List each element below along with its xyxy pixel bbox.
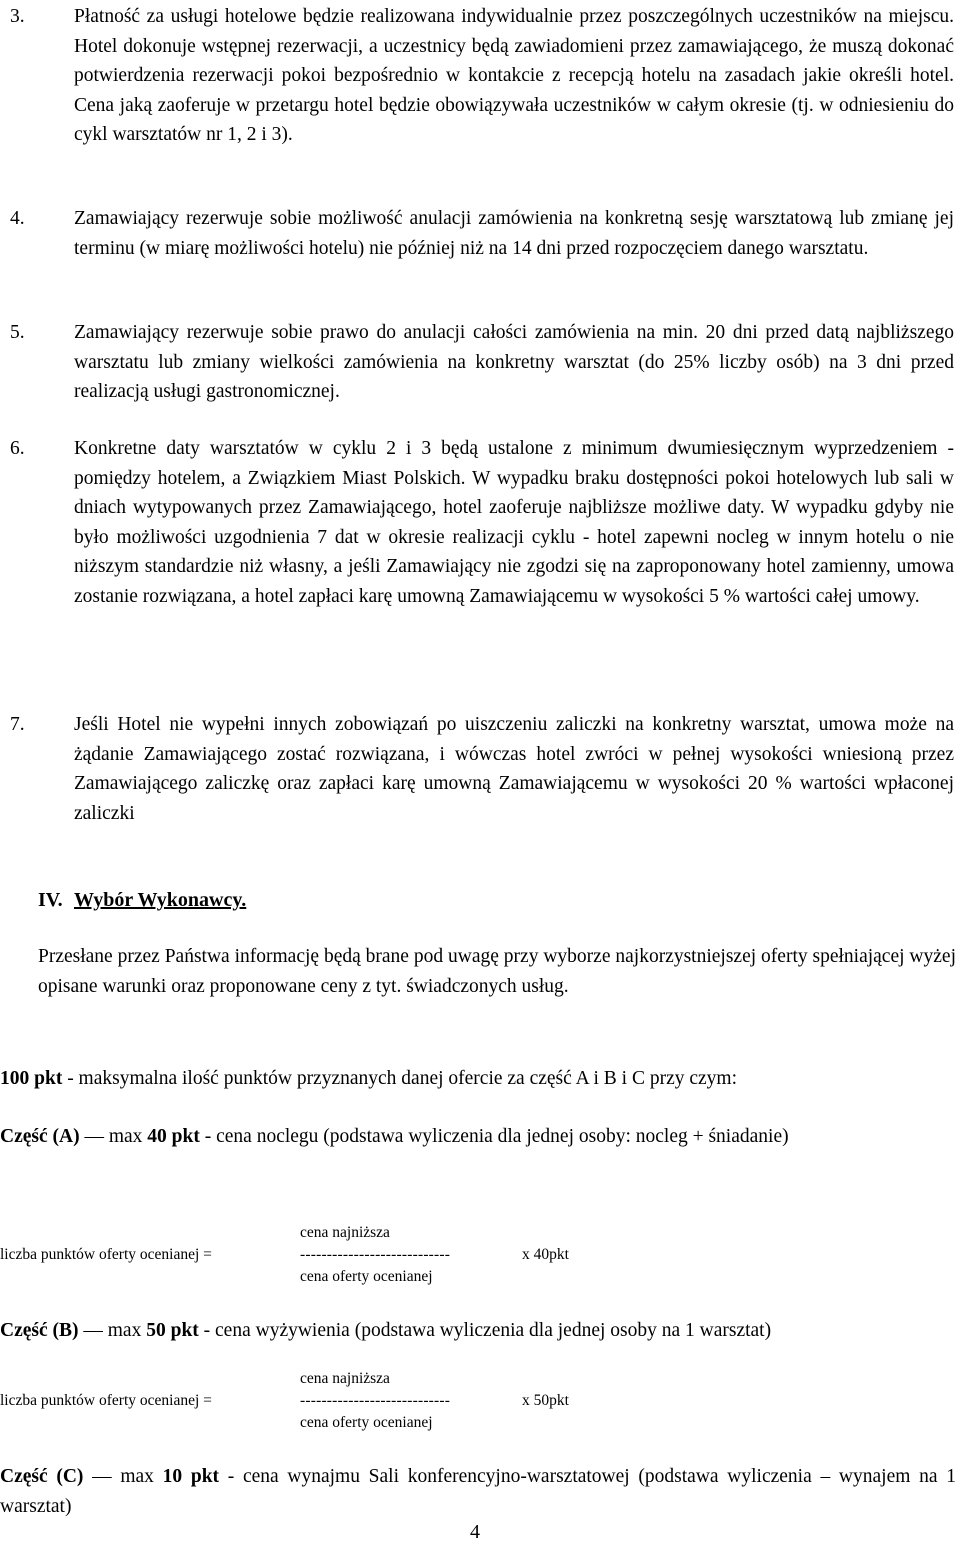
section-title: Wybór Wykonawcy. (74, 889, 247, 911)
list-item-7: 7. Jeśli Hotel nie wypełni innych zobowiązań po uiszczeniu zaliczki na konkretny warsztat, umowa może na żądanie Zamawiającego zostać rozwiązana, i wówczas hotel zwróci w pełnej wysokości wniesioną przez Zamawiającego zaliczkę oraz zapłaci karę umowną Zamawiającemu w wysokości 20 % wartości wpłaconej zaliczki (10, 714, 954, 824)
formula-fraction-line: ---------------------------- (300, 1392, 451, 1409)
formula-a (0, 1222, 700, 1288)
list-text: Płatność za usługi hotelowe będzie realizowana indywidualnie przez poszczególnych uczestników na miejscu. Hotel dokonuje wstępnej rezerwacji, a uczestnicy będą zawiadomieni przez zamawiającego, że muszą dokonać potwierdzenia rezerwacji pokoi bezpośrednio w kontakcie z recepcją hotelu na zasadach jakie określi hotel. Cena jaką zaoferuje w przetargu hotel będzie obowiązywała uczestników w całym okresie (tj. w odniesieniu do cykl warsztatów nr 1, 2 i 3). (74, 6, 954, 146)
part-c-text: - cena wynajmu Sali konferencyjno-warsztatowej (podstawa wyliczenia – wynajem na 1 warsztat) (0, 1466, 956, 1517)
part-c (0, 1462, 956, 1521)
points-text: - maksymalna ilość punktów przyznanych danej ofercie za część A i B i C przy czym: (62, 1068, 737, 1089)
list-item-4: 4. Zamawiający rezerwuje sobie możliwość anulacji zamówienia na konkretną sesję warsztatową lub zmianę jej terminu (w miarę możliwości hotelu) nie później niż na 14 dni przed rozpoczęciem danego warsztatu. (10, 208, 954, 259)
formula-denominator: cena oferty ocenianej (300, 1268, 433, 1285)
part-b-label: Część (B) (0, 1320, 79, 1341)
part-a-text: - cena noclegu (podstawa wyliczenia dla jednej osoby: nocleg + śniadanie) (199, 1126, 789, 1147)
points-total: 100 pkt (0, 1068, 63, 1089)
part-a-points: 40 pkt (147, 1126, 200, 1147)
part-c-dash: — max (83, 1466, 163, 1487)
list-item-6: 6. Konkretne daty warsztatów w cyklu 2 i 3 będą ustalone z minimum dwumiesięcznym wyprzedzeniem - pomiędzy hotelem, a Związkiem Miast Polskich. W wypadku braku dostępności pokoi hotelowych lub sali w dniach wytypowanych przez Zamawiającego, hotel zaoferuje najbliższe możliwe daty. W wypadku gdyby nie było możliwości uzgodnienia 7 dat w okresie realizacji cyklu - hotel zapewni nocleg w innym hotelu o nie niższym standardzie niż własny, a jeśli Zamawiający nie zgodzi się na zaproponowany hotel zamienny, umowa zostanie rozwiązana, a hotel zapłaci karę umowną Zamawiającemu w wysokości 5 % wartości całej umowy. (10, 438, 954, 607)
formula-numerator: cena najniższa (300, 1370, 390, 1387)
formula-lhs: liczba punktów oferty ocenianej = (0, 1246, 212, 1263)
part-c-label: Część (C) (0, 1466, 84, 1487)
section-number: IV. (38, 889, 63, 911)
list-text: Zamawiający rezerwuje sobie możliwość anulacji zamówienia na konkretną sesję warsztatową lub zmianę jej terminu (w miarę możliwości hotelu) nie później niż na 14 dni przed rozpoczęciem danego warsztatu. (74, 208, 954, 259)
page-number: 4 (470, 1521, 480, 1543)
formula-lhs: liczba punktów oferty ocenianej = (0, 1392, 212, 1409)
formula-fraction-line: ---------------------------- (300, 1246, 451, 1263)
list-text: Konkretne daty warsztatów w cyklu 2 i 3 będą ustalone z minimum dwumiesięcznym wyprzedzeniem - pomiędzy hotelem, a Związkiem Miast Polskich. W wypadku braku dostępności pokoi hotelowych lub sali w dniach wytypowanych przez Zamawiającego, hotel zaoferuje najbliższe możliwe daty. W wypadku gdyby nie było możliwości uzgodnienia 7 dat w okresie realizacji cyklu - hotel zapewni nocleg w innym hotelu o nie niższym standardzie niż własny, a jeśli Zamawiający nie zgodzi się na zaproponowany hotel zamienny, umowa zostanie rozwiązana, a hotel zapłaci karę umowną Zamawiającemu w wysokości 5 % wartości całej umowy. (74, 438, 954, 607)
part-b (0, 1316, 956, 1346)
part-b-dash: — max (78, 1320, 147, 1341)
list-text: Przesłane przez Państwa informację będą brane pod uwagę przy wyborze najkorzystniejszej oferty spełniającej wyżej opisane warunki oraz proponowane ceny z tyt. świadczonych usług. (38, 946, 956, 997)
section-heading (38, 886, 246, 914)
list-item-3: 3. Płatność za usługi hotelowe będzie realizowana indywidualnie przez poszczególnych uczestników na miejscu. Hotel dokonuje wstępnej rezerwacji, a uczestnicy będą zawiadomieni przez zamawiającego, że muszą dokonać potwierdzenia rezerwacji pokoi bezpośrednio w kontakcie z recepcją hotelu na zasadach jakie określi hotel. Cena jaką zaoferuje w przetargu hotel będzie obowiązywała uczestników w całym okresie (tj. w odniesieniu do cykl warsztatów nr 1, 2 i 3). (10, 6, 954, 146)
formula-multiplier: x 40pkt (522, 1246, 569, 1263)
part-c-points: 10 pkt (162, 1466, 220, 1487)
list-text: Zamawiający rezerwuje sobie prawo do anulacji całości zamówienia na min. 20 dni przed datą najbliższego warsztatu lub zmiany wielkości zamówienia na konkretny warsztat (do 25% liczby osób) na 3 dni przed realizacją usługi gastronomicznej. (74, 322, 954, 403)
formula-multiplier: x 50pkt (522, 1392, 569, 1409)
formula-denominator: cena oferty ocenianej (300, 1414, 433, 1431)
part-a (0, 1122, 956, 1152)
points-summary (0, 1064, 956, 1094)
part-a-label: Część (A) (0, 1126, 80, 1147)
part-a-dash: — max (79, 1126, 148, 1147)
list-item-5: 5. Zamawiający rezerwuje sobie prawo do anulacji całości zamówienia na min. 20 dni przed datą najbliższego warsztatu lub zmiany wielkości zamówienia na konkretny warsztat (do 25% liczby osób) na 3 dni przed realizacją usługi gastronomicznej. (10, 322, 954, 403)
formula-numerator: cena najniższa (300, 1224, 390, 1241)
part-b-text: - cena wyżywienia (podstawa wyliczenia dla jednej osoby na 1 warsztat) (198, 1320, 772, 1341)
formula-b (0, 1368, 700, 1434)
selection-item-1 (0, 942, 956, 1001)
part-b-points: 50 pkt (146, 1320, 199, 1341)
list-text: Jeśli Hotel nie wypełni innych zobowiązań po uiszczeniu zaliczki na konkretny warsztat, umowa może na żądanie Zamawiającego zostać rozwiązana, i wówczas hotel zwróci w pełnej wysokości wniesioną przez Zamawiającego zaliczkę oraz zapłaci karę umowną Zamawiającemu w wysokości 20 % wartości wpłaconej zaliczki (74, 714, 954, 824)
